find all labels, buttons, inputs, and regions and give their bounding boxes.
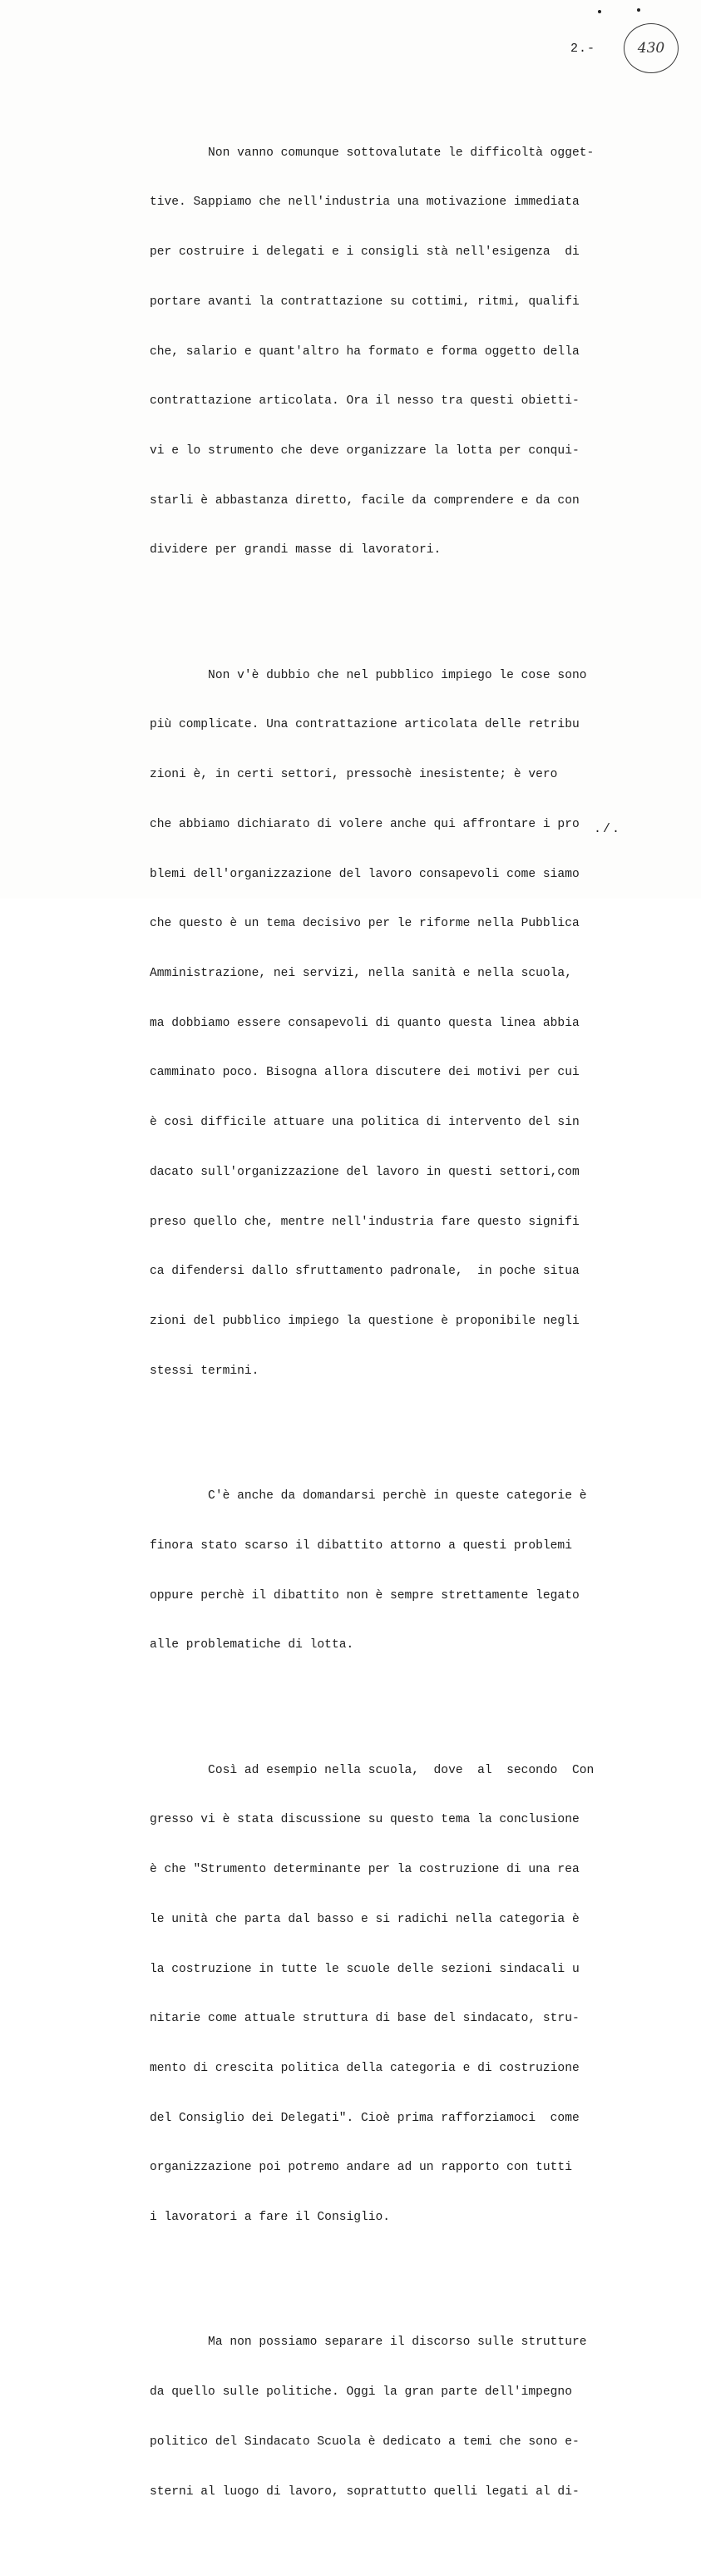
text-line: Non vanno comunque sottovalutate le difficoltà ogget- xyxy=(150,146,595,160)
text-line: mento di crescita politica della categoria e di costruzione xyxy=(150,2061,580,2075)
text-line: preso quello che, mentre nell'industria fare questo signifi xyxy=(150,1215,580,1229)
text-line: alle problematiche di lotta. xyxy=(150,1638,354,1652)
paragraph-scuola xyxy=(150,1730,640,2260)
text-line: starli è abbastanza diretto, facile da comprendere e da con xyxy=(150,493,580,508)
archive-stamp: 430 xyxy=(624,23,679,73)
text-line: stessi termini. xyxy=(150,1364,259,1378)
text-line: oppure perchè il dibattito non è sempre strettamente legato xyxy=(150,1588,580,1603)
text-line: è così difficile attuare una politica di intervento del sin xyxy=(150,1116,580,1130)
text-line: zioni è, in certi settori, pressochè inesistente; è vero xyxy=(150,768,558,782)
paragraph-strutture-politiche xyxy=(150,2302,640,2534)
text-line: i lavoratori a fare il Consiglio. xyxy=(150,2211,391,2225)
text-line: Così ad esempio nella scuola, dove al secondo Con xyxy=(150,1763,595,1777)
text-line: Ma non possiamo separare il discorso sulle strutture xyxy=(150,2336,587,2350)
text-line: ca difendersi dallo sfruttamento padronale, in poche situa xyxy=(150,1265,580,1279)
text-line: è che "Strumento determinante per la costruzione di una rea xyxy=(150,1863,580,1877)
text-line: blemi dell'organizzazione del lavoro consapevoli come siamo xyxy=(150,867,580,881)
text-line: C'è anche da domandarsi perchè in queste categorie è xyxy=(150,1489,587,1503)
text-line: gresso vi è stata discussione su questo tema la conclusione xyxy=(150,1813,580,1827)
text-line: vi e lo strumento che deve organizzare la lotta per conqui- xyxy=(150,443,580,458)
ink-speck xyxy=(637,8,640,12)
text-line: per costruire i delegati e i consigli stà nell'esigenza di xyxy=(150,245,580,260)
paragraph-pubblico-impiego xyxy=(150,635,640,1414)
text-line: dacato sull'organizzazione del lavoro in questi settori,com xyxy=(150,1165,580,1179)
text-line: che abbiamo dichiarato di volere anche qui affrontare i pro xyxy=(150,817,580,831)
text-line: camminato poco. Bisogna allora discutere dei motivi per cui xyxy=(150,1066,580,1080)
text-line: finora stato scarso il dibattito attorno a questi problemi xyxy=(150,1538,572,1553)
text-line: nitarie come attuale struttura di base del sindacato, stru- xyxy=(150,2012,580,2026)
paragraph-dibattito xyxy=(150,1455,640,1687)
text-line: Non v'è dubbio che nel pubblico impiego le cose sono xyxy=(150,668,587,682)
text-line: contrattazione articolata. Ora il nesso tra questi obietti- xyxy=(150,394,580,409)
text-line: sterni al luogo di lavoro, soprattutto quelli legati al di- xyxy=(150,2484,580,2499)
page-number: 2.- xyxy=(570,42,596,56)
text-line: che, salario e quant'altro ha formato e forma oggetto della xyxy=(150,344,580,359)
text-line: organizzazione poi potremo andare ad un rapporto con tutti xyxy=(150,2161,572,2175)
text-line: Amministrazione, nei servizi, nella sanità e nella scuola, xyxy=(150,967,572,981)
text-line: più complicate. Una contrattazione articolata delle retribu xyxy=(150,718,580,732)
text-line: la costruzione in tutte le scuole delle sezioni sindacali u xyxy=(150,1962,580,1976)
text-line: dividere per grandi masse di lavoratori. xyxy=(150,543,442,557)
text-line: portare avanti la contrattazione su cottimi, ritmi, qualifi xyxy=(150,295,580,309)
text-line: tive. Sappiamo che nell'industria una motivazione immediata xyxy=(150,196,580,210)
text-line: politico del Sindacato Scuola è dedicato a temi che sono e- xyxy=(150,2435,580,2449)
text-line: ma dobbiamo essere consapevoli di quanto questa linea abbia xyxy=(150,1016,580,1030)
text-line: che questo è un tema decisivo per le riforme nella Pubblica xyxy=(150,917,580,931)
typed-body-text xyxy=(150,79,640,2576)
text-line: le unità che parta dal basso e si radichi nella categoria è xyxy=(150,1912,580,1926)
text-line: del Consiglio dei Delegati". Cioè prima rafforziamoci come xyxy=(150,2111,580,2125)
continuation-mark: ./. xyxy=(594,822,622,836)
paragraph-difficolta xyxy=(150,112,640,592)
ink-speck xyxy=(598,10,601,13)
text-line: zioni del pubblico impiego la questione è proponibile negli xyxy=(150,1315,580,1329)
text-line: da quello sulle politiche. Oggi la gran parte dell'impegno xyxy=(150,2385,572,2400)
